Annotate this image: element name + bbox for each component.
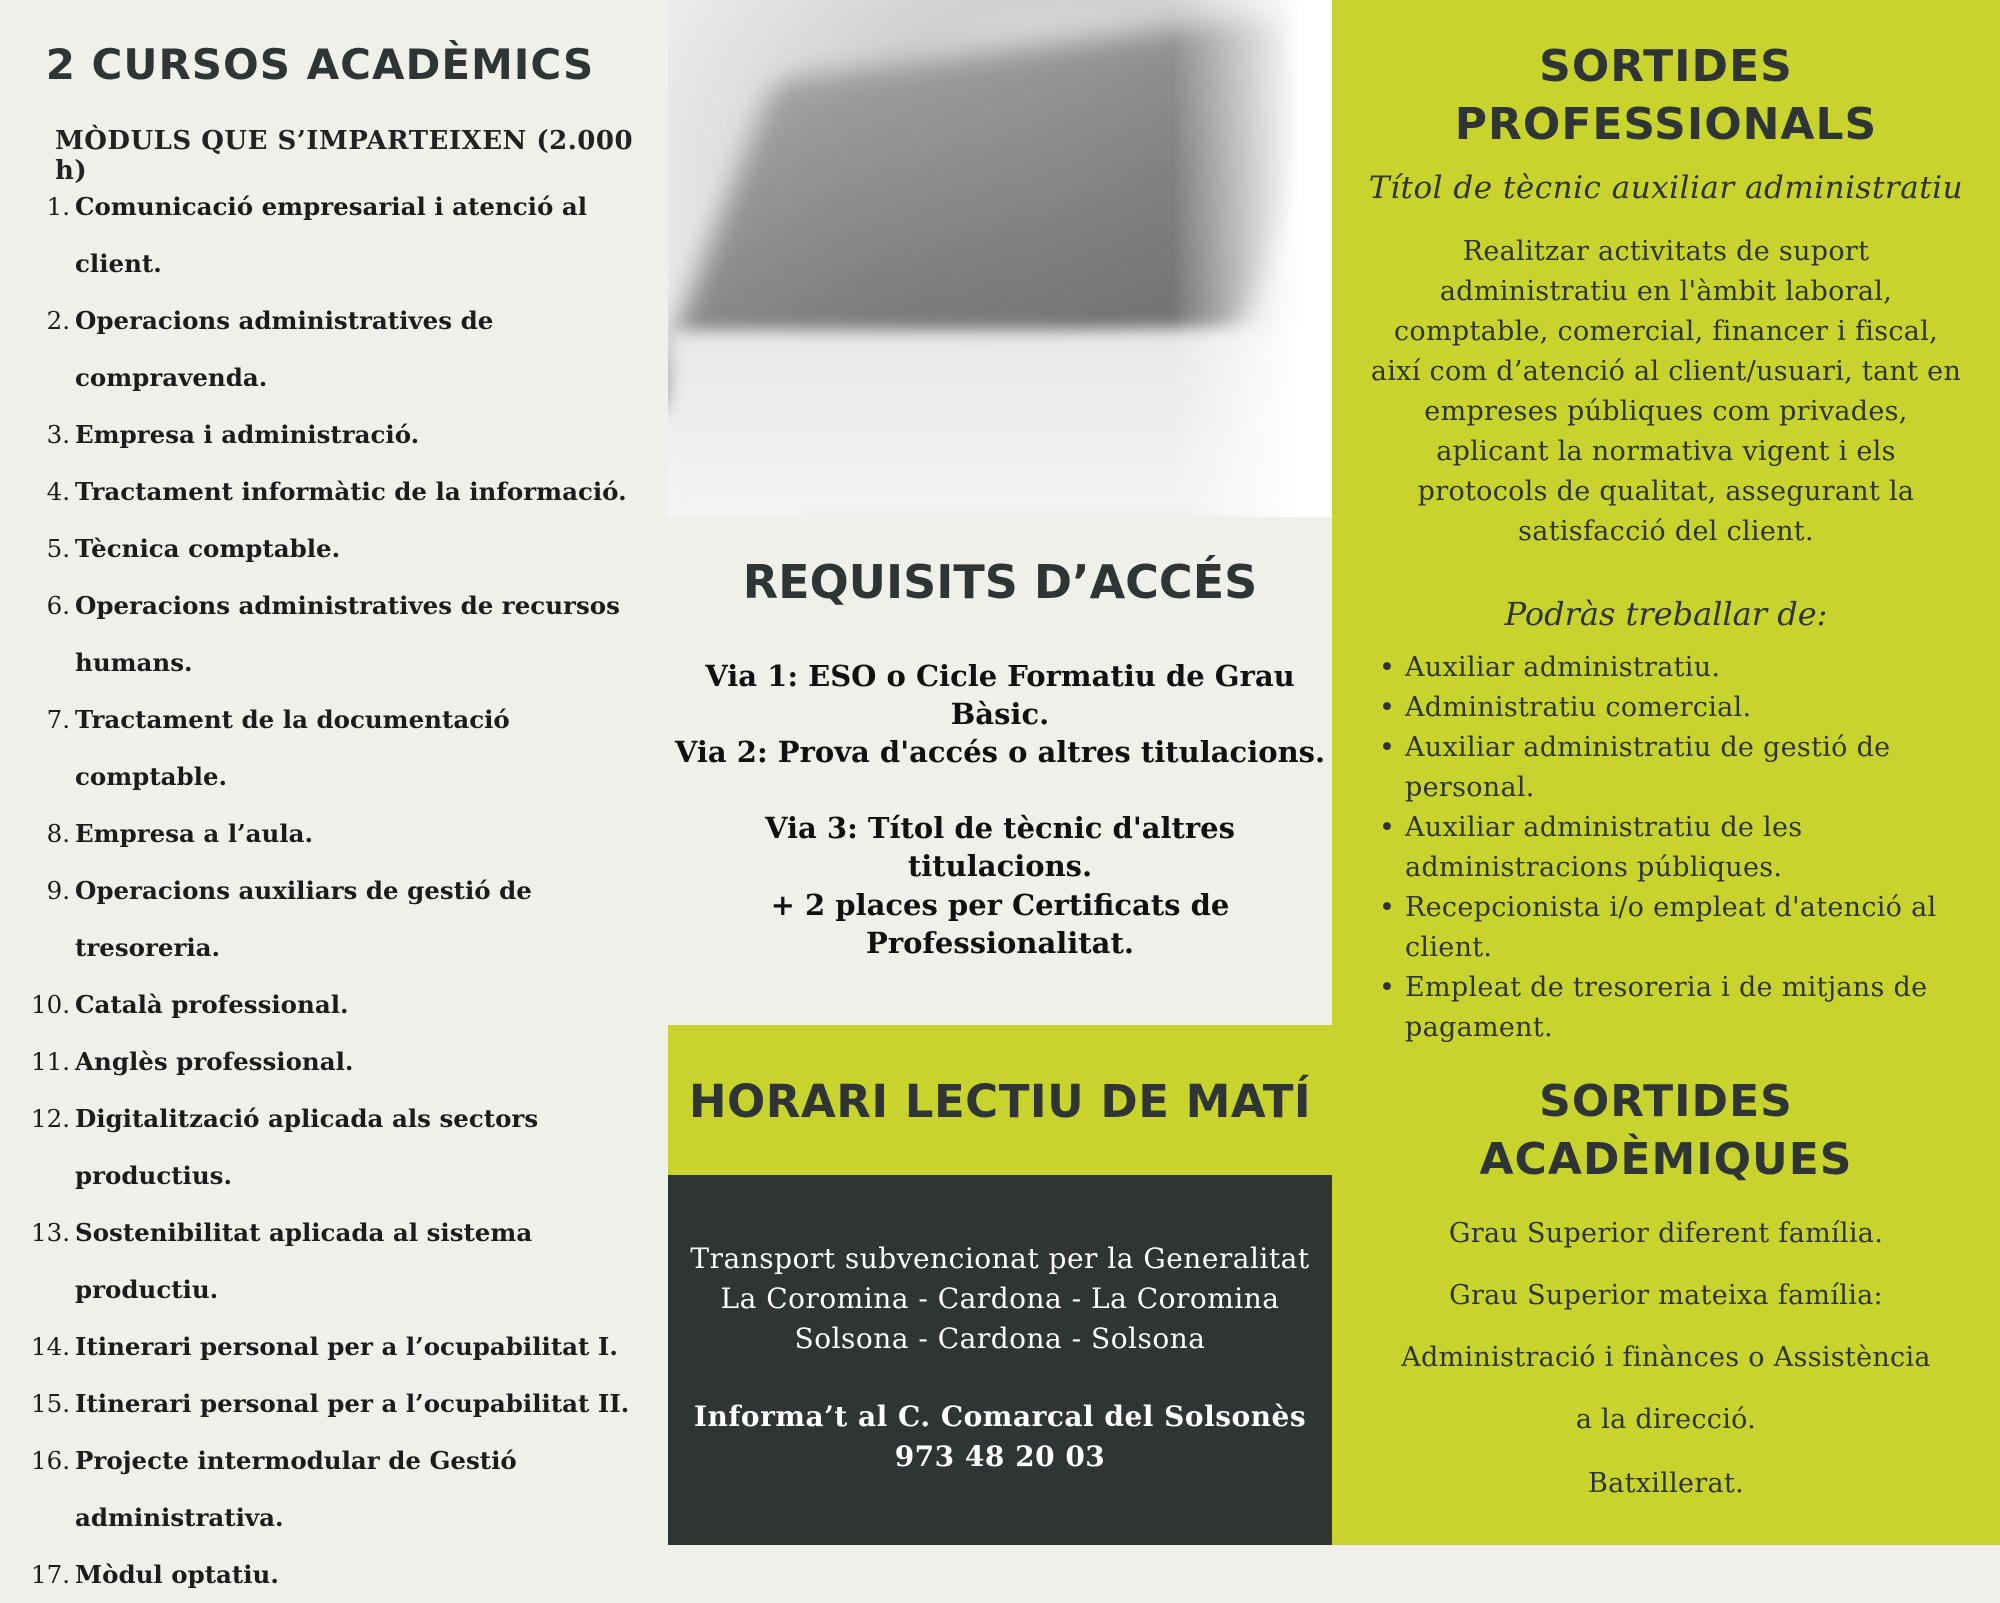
professional-outcomes-title: SORTIDES PROFESSIONALS	[1454, 41, 1878, 150]
list-item: • Auxiliar administratiu de les administracions públiques.	[1405, 808, 1972, 888]
list-item: 5. Tècnica comptable.	[46, 534, 341, 563]
transport-line: Transport subvencionat per la Generalitat	[690, 1242, 1310, 1275]
list-item: • Auxiliar administratiu de gestió de personal.	[1405, 728, 1972, 808]
list-item: • Recepcionista i/o empleat d'atenció al client.	[1405, 888, 1972, 968]
list-item: 17. Mòdul optatiu.	[31, 1560, 279, 1589]
requirements-title: REQUISITS D’ACCÉS	[742, 555, 1258, 609]
jobs-heading: Podràs treballar de:	[1504, 595, 1828, 633]
list-item: 9. Operacions auxiliars de gestió de tresoreria.	[46, 876, 532, 962]
list-item: 13. Sostenibilitat aplicada al sistema productiu.	[31, 1218, 533, 1304]
list-item: 1. Comunicació empresarial i atenció al client.	[46, 192, 588, 278]
list-item: 15. Itinerari personal per a l’ocupabilitat II.	[31, 1389, 630, 1418]
academic-outcome: Batxillerat.	[1588, 1468, 1744, 1499]
academic-outcome: Grau Superior diferent família.	[1448, 1218, 1884, 1249]
requirements-section	[668, 517, 1332, 1025]
modules-subtitle: MÒDULS QUE S’IMPARTEIXEN (2.000 h)	[55, 126, 634, 186]
access-column	[668, 0, 1332, 1545]
academic-outcomes-title: SORTIDES ACADÈMIQUES	[1479, 1076, 1853, 1185]
courses-title: 2 CURSOS ACADÈMICS	[45, 40, 595, 89]
certificates-places-line2: Professionalitat.	[866, 926, 1134, 960]
list-item: 16. Projecte intermodular de Gestió administrativa.	[31, 1446, 517, 1532]
list-item: • Auxiliar administratiu.	[1405, 648, 1972, 688]
list-item: 10. Català professional.	[31, 990, 349, 1019]
transport-route-1: La Coromina - Cardona - La Coromina	[720, 1282, 1280, 1315]
info-line: Informa’t al C. Comarcal del Solsonès	[693, 1400, 1307, 1433]
modules-column	[0, 0, 668, 1589]
list-item: 11. Anglès professional.	[31, 1047, 354, 1076]
list-item: 3. Empresa i administració.	[46, 420, 420, 449]
jobs-list	[1332, 648, 1972, 1048]
phone-number: 973 48 20 03	[894, 1440, 1106, 1473]
schedule-section	[668, 1025, 1332, 1175]
list-item: 7. Tractament de la documentació comptable.	[46, 705, 510, 791]
list-item: • Administratiu comercial.	[1405, 688, 1972, 728]
list-item: 4. Tractament informàtic de la informació.	[46, 477, 627, 506]
laptop-photo	[668, 0, 1332, 517]
degree-description: Realitzar activitats de suport administratiu en l'àmbit laboral, comptable, comercial, financer i fiscal, així com d’atenció al client/usuari, tant en empreses públiques com privades, aplicant la normativa vigent i els protocols de qualitat, assegurant la satisfacció del client.	[1370, 236, 1962, 547]
list-item: 6. Operacions administratives de recursos humans.	[46, 591, 620, 677]
academic-outcome: Administració i finànces o Assistència	[1401, 1342, 1931, 1373]
academic-outcome: a la direcció.	[1575, 1404, 1757, 1435]
access-route-1: Via 1: ESO o Cicle Formatiu de Grau Bàsic.	[705, 659, 1295, 731]
transport-route-2: Solsona - Cardona - Solsona	[794, 1322, 1206, 1355]
list-item: • Empleat de tresoreria i de mitjans de pagament.	[1405, 968, 1972, 1048]
list-item: 8. Empresa a l’aula.	[46, 819, 314, 848]
list-item: 12. Digitalització aplicada als sectors productius.	[31, 1104, 539, 1190]
access-route-3: Via 3: Títol de tècnic d'altres titulacions.	[765, 811, 1235, 883]
academic-outcome: Grau Superior mateixa família:	[1449, 1280, 1883, 1311]
transport-section	[668, 1175, 1332, 1545]
modules-list	[0, 178, 660, 1603]
list-item: 14. Itinerari personal per a l’ocupabilitat I.	[31, 1332, 618, 1361]
degree-title: Títol de tècnic auxiliar administratiu	[1368, 170, 1964, 206]
access-route-2: Via 2: Prova d'accés o altres titulacions.	[674, 735, 1326, 769]
outcomes-column	[1332, 0, 2000, 1545]
certificates-places-line1: + 2 places per Certificats de	[770, 888, 1230, 922]
schedule-title: HORARI LECTIU DE MATÍ	[688, 1075, 1312, 1128]
list-item: 2. Operacions administratives de compravenda.	[46, 306, 494, 392]
